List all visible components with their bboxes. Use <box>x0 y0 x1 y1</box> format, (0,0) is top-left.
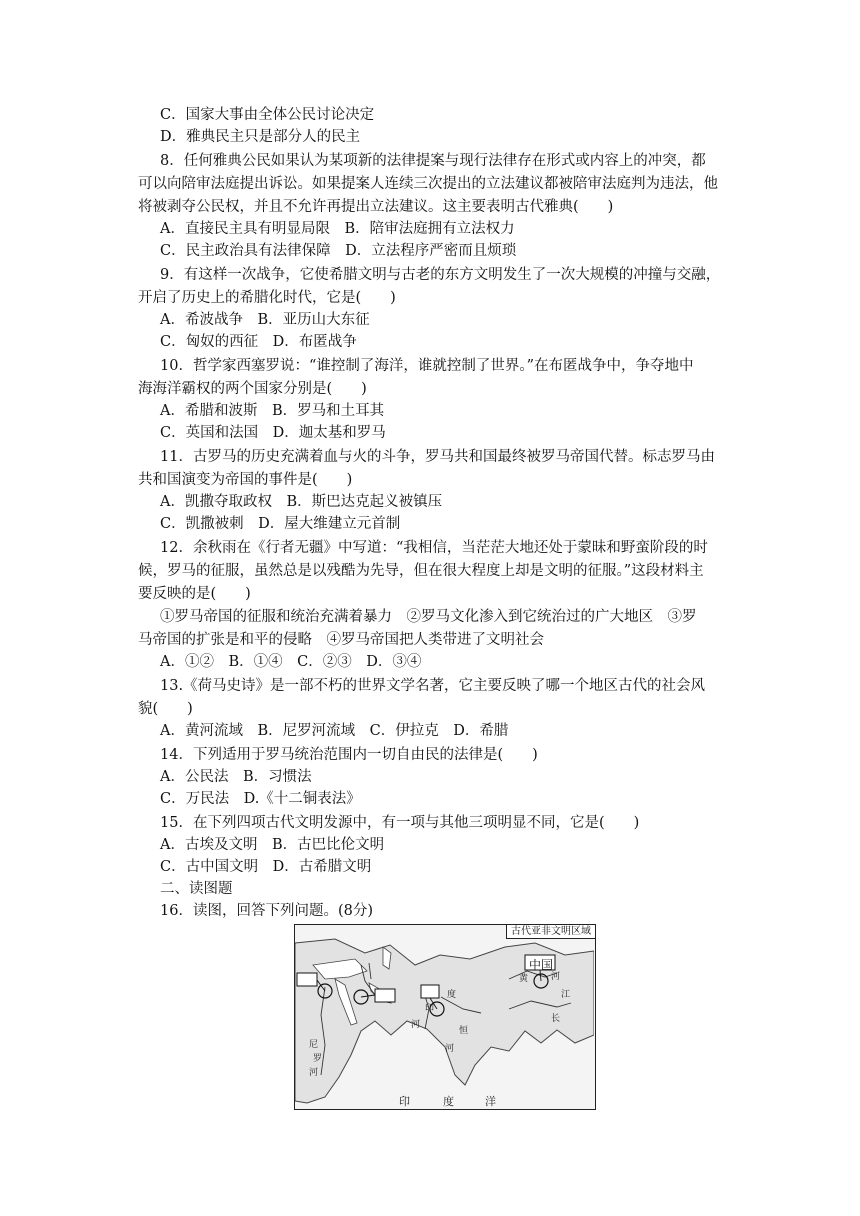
question-9-options-cd: C．匈奴的西征 D．布匿战争 <box>160 334 357 350</box>
section-heading-map-reading: 二、读图题 <box>160 881 233 897</box>
map-title: 古代亚非文明区域 <box>506 925 595 939</box>
answer-box-mesopotamia <box>375 989 395 1002</box>
question-15-options-ab: A．古埃及文明 B．古巴比伦文明 <box>160 837 385 853</box>
question-11-options-cd: C．凯撒被刺 D．屋大维建立元首制 <box>160 516 401 532</box>
question-12-statements-line1: ①罗马帝国的征服和统治充满着暴力 ②罗马文化渗入到它统治过的广大地区 ③罗 <box>160 609 697 625</box>
answer-box-india <box>421 985 439 998</box>
question-9-line2: 开启了历史上的希腊化时代，它是( ) <box>138 290 396 306</box>
huang-label: 黄 <box>519 974 529 984</box>
question-10-line1: 10．哲学家西塞罗说：“谁控制了海洋，谁就控制了世界。”在布匿战争中，争夺地中 <box>160 358 694 374</box>
option-c-q7: C．国家大事由全体公民讨论决定 <box>160 107 375 123</box>
ganges-heng-label: 恒 <box>459 1026 469 1036</box>
indian-ocean-label-3: 洋 <box>485 1095 496 1108</box>
question-10-options-ab: A．希腊和波斯 B．罗马和土耳其 <box>160 403 385 419</box>
option-d-q7: D．雅典民主只是部分人的民主 <box>160 129 361 145</box>
question-15-stem: 15．在下列四项古代文明发源中，有一项与其他三项明显不同，它是( ) <box>160 815 640 831</box>
question-11-line2: 共和国演变为帝国的事件是( ) <box>138 472 353 488</box>
question-12-line1: 12．余秋雨在《行者无疆》中写道：“我相信，当茫茫大地还处于蒙昧和野蛮阶段的时 <box>160 540 708 556</box>
question-10-line2: 海海洋霸权的两个国家分别是( ) <box>138 381 367 397</box>
question-8-options-cd: C．民主政治具有法律保障 D．立法程序严密而且烦琐 <box>160 243 517 259</box>
map-drawing <box>295 925 594 1108</box>
question-14-options-ab: A．公民法 B．习惯法 <box>160 769 312 785</box>
question-9-options-ab: A．希波战争 B．亚历山大东征 <box>160 312 370 328</box>
question-8-line1: 8．任何雅典公民如果认为某项新的法律提案与现行法律存在形式或内容上的冲突，都 <box>160 153 706 169</box>
question-15-options-cd: C．古中国文明 D．古希腊文明 <box>160 859 372 875</box>
question-13-line2: 貌( ) <box>138 701 193 717</box>
answer-box-egypt <box>297 973 317 986</box>
question-13-options: A．黄河流域 B．尼罗河流域 C．伊拉克 D．希腊 <box>160 723 509 739</box>
question-14-options-cd: C．万民法 D.《十二铜表法》 <box>160 791 361 807</box>
question-13-line1: 13.《荷马史诗》是一部不朽的世界文学名著，它主要反映了哪一个地区古代的社会风 <box>160 678 706 694</box>
nile-label-3: 河 <box>309 1068 319 1078</box>
chang-label: 长 <box>551 1014 561 1024</box>
ganges-he-label: 河 <box>445 1044 455 1054</box>
question-10-options-cd: C．英国和法国 D．迦太基和罗马 <box>160 425 386 441</box>
question-8-line3: 将被剥夺公民权，并且不允许再提出立法建议。这主要表明古代雅典( ) <box>138 199 614 215</box>
question-16-stem: 16．读图，回答下列问题。(8分) <box>160 903 373 919</box>
question-12-options: A．①② B．①④ C．②③ D．③④ <box>160 654 422 670</box>
indus-he-label: 河 <box>411 1020 421 1030</box>
nile-label-2: 罗 <box>313 1054 323 1064</box>
indus-yin-label: 印 <box>425 1004 435 1014</box>
nile-label-1: 尼 <box>309 1040 319 1050</box>
ancient-civilizations-map <box>294 924 596 1110</box>
question-12-line2: 候，罗马的征服，虽然总是以残酷为先导，但在很大程度上却是文明的征服。”这段材料主 <box>138 563 704 579</box>
question-8-options-ab: A．直接民主具有明显局限 B．陪审法庭拥有立法权力 <box>160 221 515 237</box>
question-12-line3: 要反映的是( ) <box>138 586 251 602</box>
indus-du-label: 度 <box>447 990 457 1000</box>
question-8-line2: 可以向陪审法庭提出诉讼。如果提案人连续三次提出的立法建议都被陪审法庭判为违法，他 <box>138 176 718 192</box>
indian-ocean-label-2: 度 <box>443 1095 454 1108</box>
question-11-line1: 11．古罗马的历史充满着血与火的斗争，罗马共和国最终被罗马帝国代替。标志罗马由 <box>160 449 715 465</box>
question-12-statements-line2: 马帝国的扩张是和平的侵略 ④罗马帝国把人类带进了文明社会 <box>138 632 544 648</box>
question-9-line1: 9．有这样一次战争，它使希腊文明与古老的东方文明发生了一次大规模的冲撞与交融， <box>160 267 721 283</box>
question-11-options-ab: A．凯撒夺取政权 B．斯巴达克起义被镇压 <box>160 494 443 510</box>
jiang-label: 江 <box>561 990 571 1000</box>
question-14-stem: 14．下列适用于罗马统治范围内一切自由民的法律是( ) <box>160 747 538 763</box>
huang-he-label: 河 <box>551 972 561 982</box>
indian-ocean-label-1: 印 <box>399 1095 410 1108</box>
china-label: 中国 <box>529 958 554 972</box>
